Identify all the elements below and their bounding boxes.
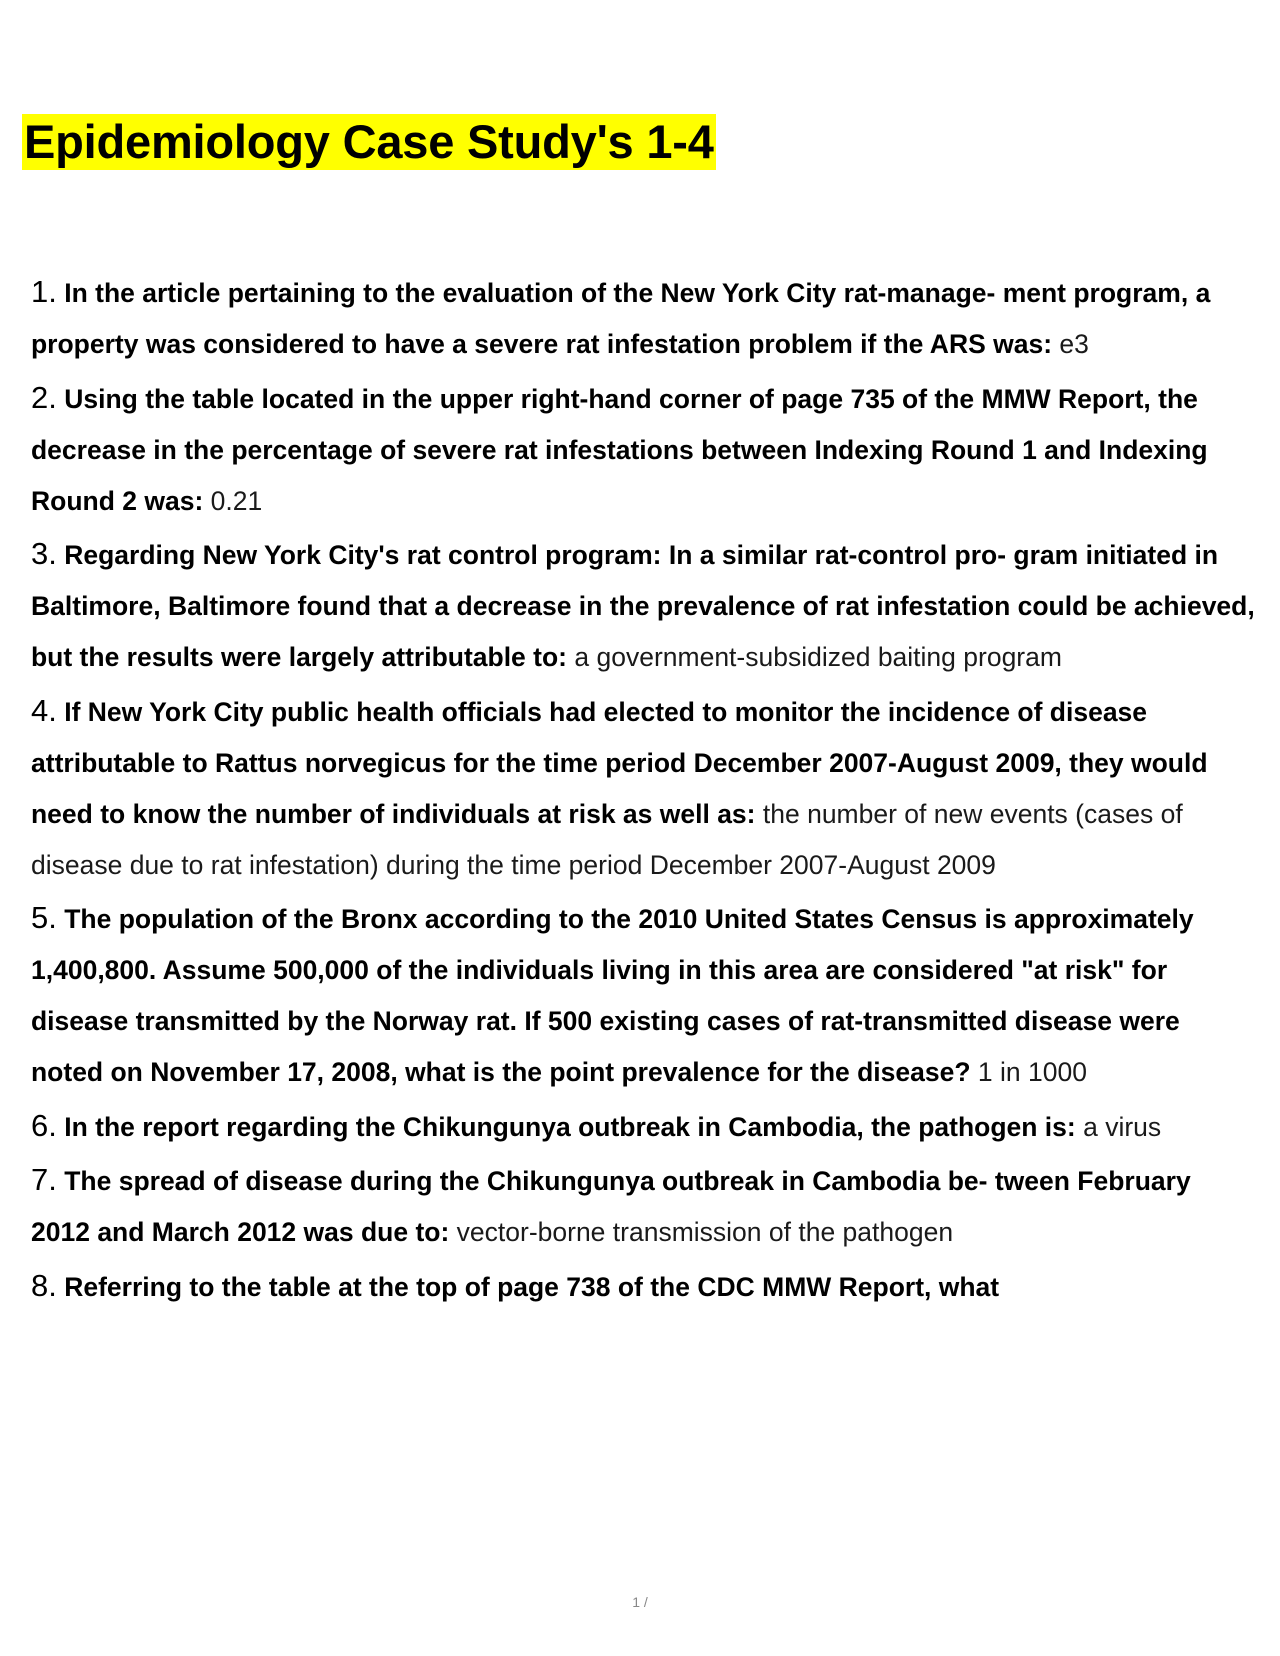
answer-text: e3 bbox=[1059, 329, 1089, 359]
question-text: The population of the Bronx according to the 2010 United States Census is approximately 1,400,800. Assume 500,000 of the individuals living in this area are considered "at risk" for disease transmitted by the Norway rat. If 500 existing cases of rat-transmitted disease were noted on November 17, 2008, what is the point prevalence for the disease? bbox=[31, 904, 1194, 1087]
question-number: 8. bbox=[31, 1267, 57, 1303]
question-item-6 bbox=[31, 1100, 1256, 1153]
answer-text: vector-borne transmission of the pathogen bbox=[456, 1217, 954, 1247]
page-title: Epidemiology Case Study's 1-4 bbox=[24, 115, 714, 168]
answer-text: 0.21 bbox=[210, 485, 263, 516]
question-item-7 bbox=[31, 1154, 1256, 1258]
question-list bbox=[31, 266, 1256, 1314]
question-number: 5. bbox=[31, 900, 57, 935]
question-text: The spread of disease during the Chikungunya outbreak in Cambodia be- tween February 2012 and March 2012 was due to: bbox=[31, 1166, 1191, 1247]
question-text: In the report regarding the Chikungunya outbreak in Cambodia, the pathogen is: bbox=[64, 1111, 1076, 1142]
question-text: Using the table located in the upper right-hand corner of page 735 of the MMW Report, the decrease in the percentage of severe rat infestations between Indexing Round 1 and Indexing Round 2 was: bbox=[31, 383, 1208, 516]
question-item-3 bbox=[31, 528, 1256, 683]
question-item-4 bbox=[31, 685, 1256, 891]
page-number: 1 / bbox=[632, 1594, 648, 1610]
question-item-1 bbox=[31, 266, 1256, 370]
question-text: Referring to the table at the top of page 738 of the CDC MMW Report, what bbox=[64, 1271, 1000, 1302]
question-text: If New York City public health officials had elected to monitor the incidence of disease attributable to Rattus norvegicus for the time period December 2007-August 2009, they would need to know the number of individuals at risk as well as: bbox=[31, 696, 1208, 829]
question-number: 1. bbox=[31, 274, 57, 309]
question-number: 3. bbox=[31, 536, 57, 571]
question-text: In the article pertaining to the evaluation of the New York City rat-manage- ment program, a property was considered to have a severe rat infestation problem if the ARS was: bbox=[31, 278, 1211, 359]
answer-text: the number of new events (cases of disease due to rat infestation) during the time period December 2007-August 2009 bbox=[31, 798, 1183, 880]
question-item-8 bbox=[31, 1260, 1256, 1313]
question-item-5 bbox=[31, 892, 1256, 1098]
question-number: 4. bbox=[31, 692, 57, 728]
answer-text: a government-subsidized baiting program bbox=[574, 642, 1062, 672]
answer-text: 1 in 1000 bbox=[977, 1057, 1087, 1087]
question-item-2 bbox=[31, 372, 1256, 527]
question-number: 7. bbox=[31, 1162, 57, 1197]
answer-text: a virus bbox=[1083, 1111, 1162, 1142]
question-number: 2. bbox=[31, 379, 57, 415]
question-number: 6. bbox=[31, 1107, 57, 1143]
question-text: Regarding New York City's rat control program: In a similar rat-control pro- gram initiated in Baltimore, Baltimore found that a decrease in the prevalence of rat infestation could be achieved, but the results were largely attributable to: bbox=[31, 540, 1255, 672]
